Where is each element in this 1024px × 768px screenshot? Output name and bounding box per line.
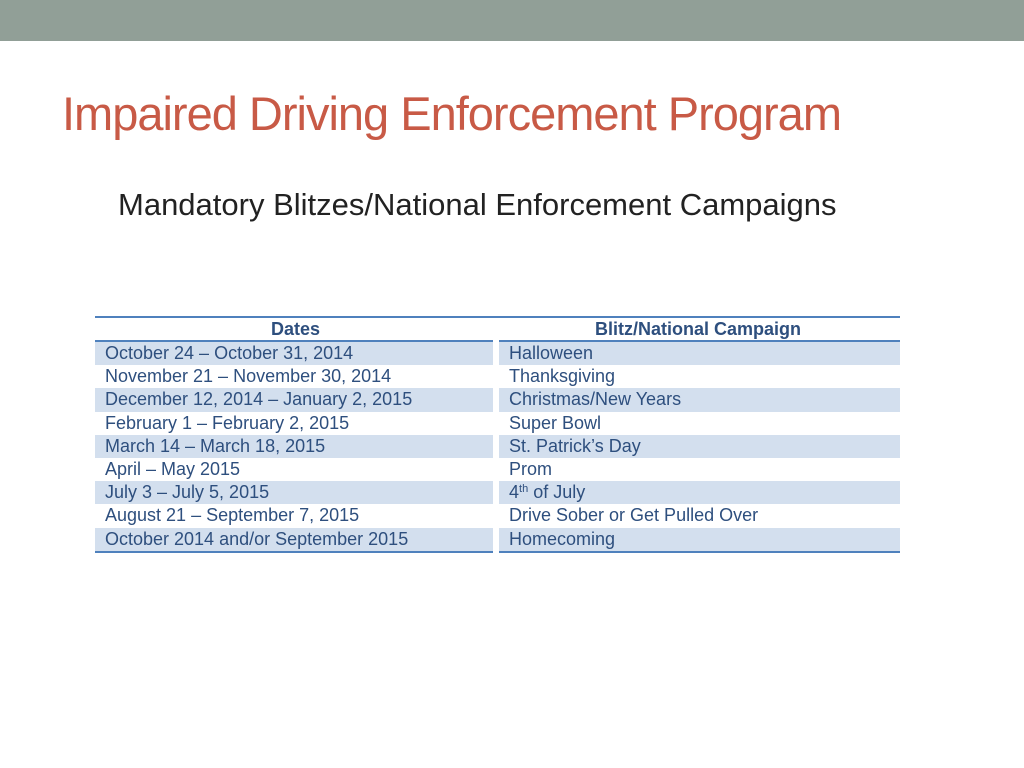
- table-row: [95, 504, 900, 527]
- row-dates: October 24 – October 31, 2014: [95, 341, 496, 365]
- row-campaign: [496, 481, 900, 504]
- table-row: [95, 528, 900, 552]
- row-dates: December 12, 2014 – January 2, 2015: [95, 388, 496, 411]
- table-row: [95, 341, 900, 365]
- row-dates: August 21 – September 7, 2015: [95, 504, 496, 527]
- campaign-prefix: 4: [509, 482, 520, 503]
- row-campaign: Drive Sober or Get Pulled Over: [509, 505, 759, 526]
- row-dates: November 21 – November 30, 2014: [95, 365, 496, 388]
- table-row: [95, 412, 900, 435]
- slide-subtitle: Mandatory Blitzes/National Enforcement Campaigns: [118, 187, 837, 222]
- row-campaign: St. Patrick’s Day: [496, 435, 900, 458]
- table-row: [95, 458, 900, 481]
- row-campaign: Homecoming: [496, 528, 900, 552]
- top-bar: [0, 0, 1024, 41]
- header-campaign: Blitz/National Campaign: [594, 319, 801, 339]
- row-dates: July 3 – July 5, 2015: [95, 481, 496, 504]
- table-header-row: [95, 317, 900, 341]
- row-campaign: Thanksgiving: [509, 366, 616, 387]
- row-campaign: Christmas/New Years: [496, 388, 900, 411]
- row-campaign: Halloween: [496, 341, 900, 365]
- row-dates: February 1 – February 2, 2015: [95, 412, 496, 435]
- campaign-table: [95, 316, 900, 553]
- campaign-suffix: of July: [528, 482, 586, 503]
- header-dates: Dates: [270, 319, 321, 339]
- ordinal-suffix: th: [519, 483, 529, 496]
- slide-title: Impaired Driving Enforcement Program: [62, 87, 841, 140]
- table-row: [95, 365, 900, 388]
- row-campaign: Super Bowl: [509, 412, 602, 433]
- table-row: [95, 388, 900, 411]
- table-row: [95, 481, 900, 504]
- row-dates: March 14 – March 18, 2015: [95, 435, 496, 458]
- table-row: [95, 435, 900, 458]
- row-dates: April – May 2015: [95, 458, 496, 481]
- row-campaign: Prom: [509, 459, 553, 480]
- row-dates: October 2014 and/or September 2015: [95, 528, 496, 552]
